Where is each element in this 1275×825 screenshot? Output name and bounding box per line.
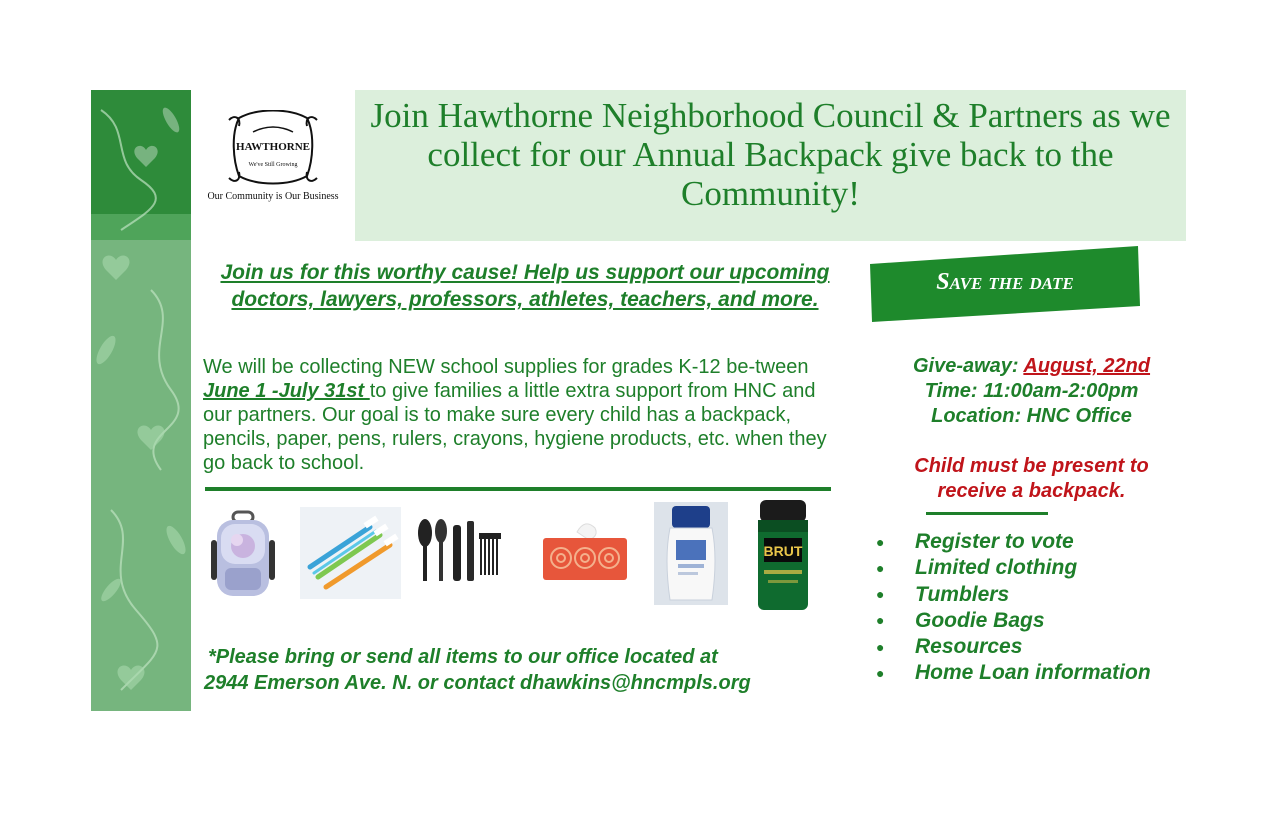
hawthorne-logo xyxy=(193,90,353,231)
header-banner xyxy=(355,90,1186,241)
hairbrushes-combs-image xyxy=(415,515,505,587)
giveaway-line xyxy=(880,354,1183,379)
tissue-box-image xyxy=(539,518,631,584)
collection-dates: June 1 -July 31st xyxy=(203,380,370,402)
logo-slogan: We've Still Growing xyxy=(248,162,298,168)
lotion-bottle-image xyxy=(654,502,728,605)
brut-deodorant-image xyxy=(754,500,812,612)
details-part1: We will be collecting NEW school supplies for grades K-12 be-tween xyxy=(203,356,809,378)
save-the-date-banner xyxy=(870,246,1140,322)
child-present-notice: Child must be present to receive a backpack. xyxy=(914,455,1149,502)
perk-label: Register to vote xyxy=(915,530,1074,553)
drop-off-instructions xyxy=(204,644,854,696)
bullet-icon: ● xyxy=(876,533,885,550)
header-title: Join Hawthorne Neighborhood Council & Partners as we collect for our Annual Backpack give back to the Community! xyxy=(370,96,1171,213)
perk-label: Home Loan information xyxy=(915,661,1151,685)
perk-label: Tumblers xyxy=(915,582,1010,606)
bullet-icon: ● xyxy=(876,664,885,681)
bullet-icon: ● xyxy=(876,612,885,629)
notice-divider xyxy=(926,512,1048,515)
perk-label: Resources xyxy=(915,635,1023,658)
perk-label: Limited clothing xyxy=(915,556,1078,580)
save-the-date-label: Save the date xyxy=(936,269,1074,295)
intro-callout: Join us for this worthy cause! Help us support our upcoming doctors, lawyers, professors, athletes, teachers, and more. xyxy=(220,261,830,311)
brut-label: BRUT xyxy=(763,543,803,559)
list-item xyxy=(876,660,1151,686)
bullet-icon: ● xyxy=(876,586,885,603)
perk-label: Goodie Bags xyxy=(915,608,1045,632)
perks-list xyxy=(876,529,1151,687)
collection-details xyxy=(203,355,843,475)
section-divider xyxy=(205,487,831,491)
hawthorne-emblem-icon xyxy=(227,110,319,188)
list-item xyxy=(876,529,1151,555)
bullet-icon: ● xyxy=(876,638,885,655)
list-item xyxy=(876,608,1151,634)
backpack-image xyxy=(211,510,275,600)
logo-name: HAWTHORNE xyxy=(236,141,310,153)
details-part2: to give families a little extra support from HNC and our partners. Our goal is to make sure every child has a backpack, pencils, paper, pens, rulers, crayons, hygiene products, etc. when they go back to school. xyxy=(203,380,827,474)
event-location: Location: HNC Office xyxy=(931,405,1132,427)
footer-line1: *Please bring or send all items to our office located at xyxy=(208,646,718,668)
list-item xyxy=(876,555,1151,581)
toothbrushes-image xyxy=(300,507,401,599)
decorative-side-strip xyxy=(91,90,191,711)
bullet-icon: ● xyxy=(876,559,885,576)
floral-vine-pattern xyxy=(91,90,191,711)
footer-line2: 2944 Emerson Ave. N. or contact dhawkins@hncmpls.org xyxy=(204,672,751,694)
event-info xyxy=(880,354,1183,429)
giveaway-label: Give-away: xyxy=(912,355,1024,377)
logo-tagline: Our Community is Our Business xyxy=(207,191,339,202)
list-item xyxy=(876,582,1151,608)
event-time: Time: 11:00am-2:00pm xyxy=(924,380,1139,402)
product-images-row xyxy=(205,500,835,615)
list-item xyxy=(876,634,1151,660)
giveaway-date: August, 22nd xyxy=(1023,355,1151,377)
